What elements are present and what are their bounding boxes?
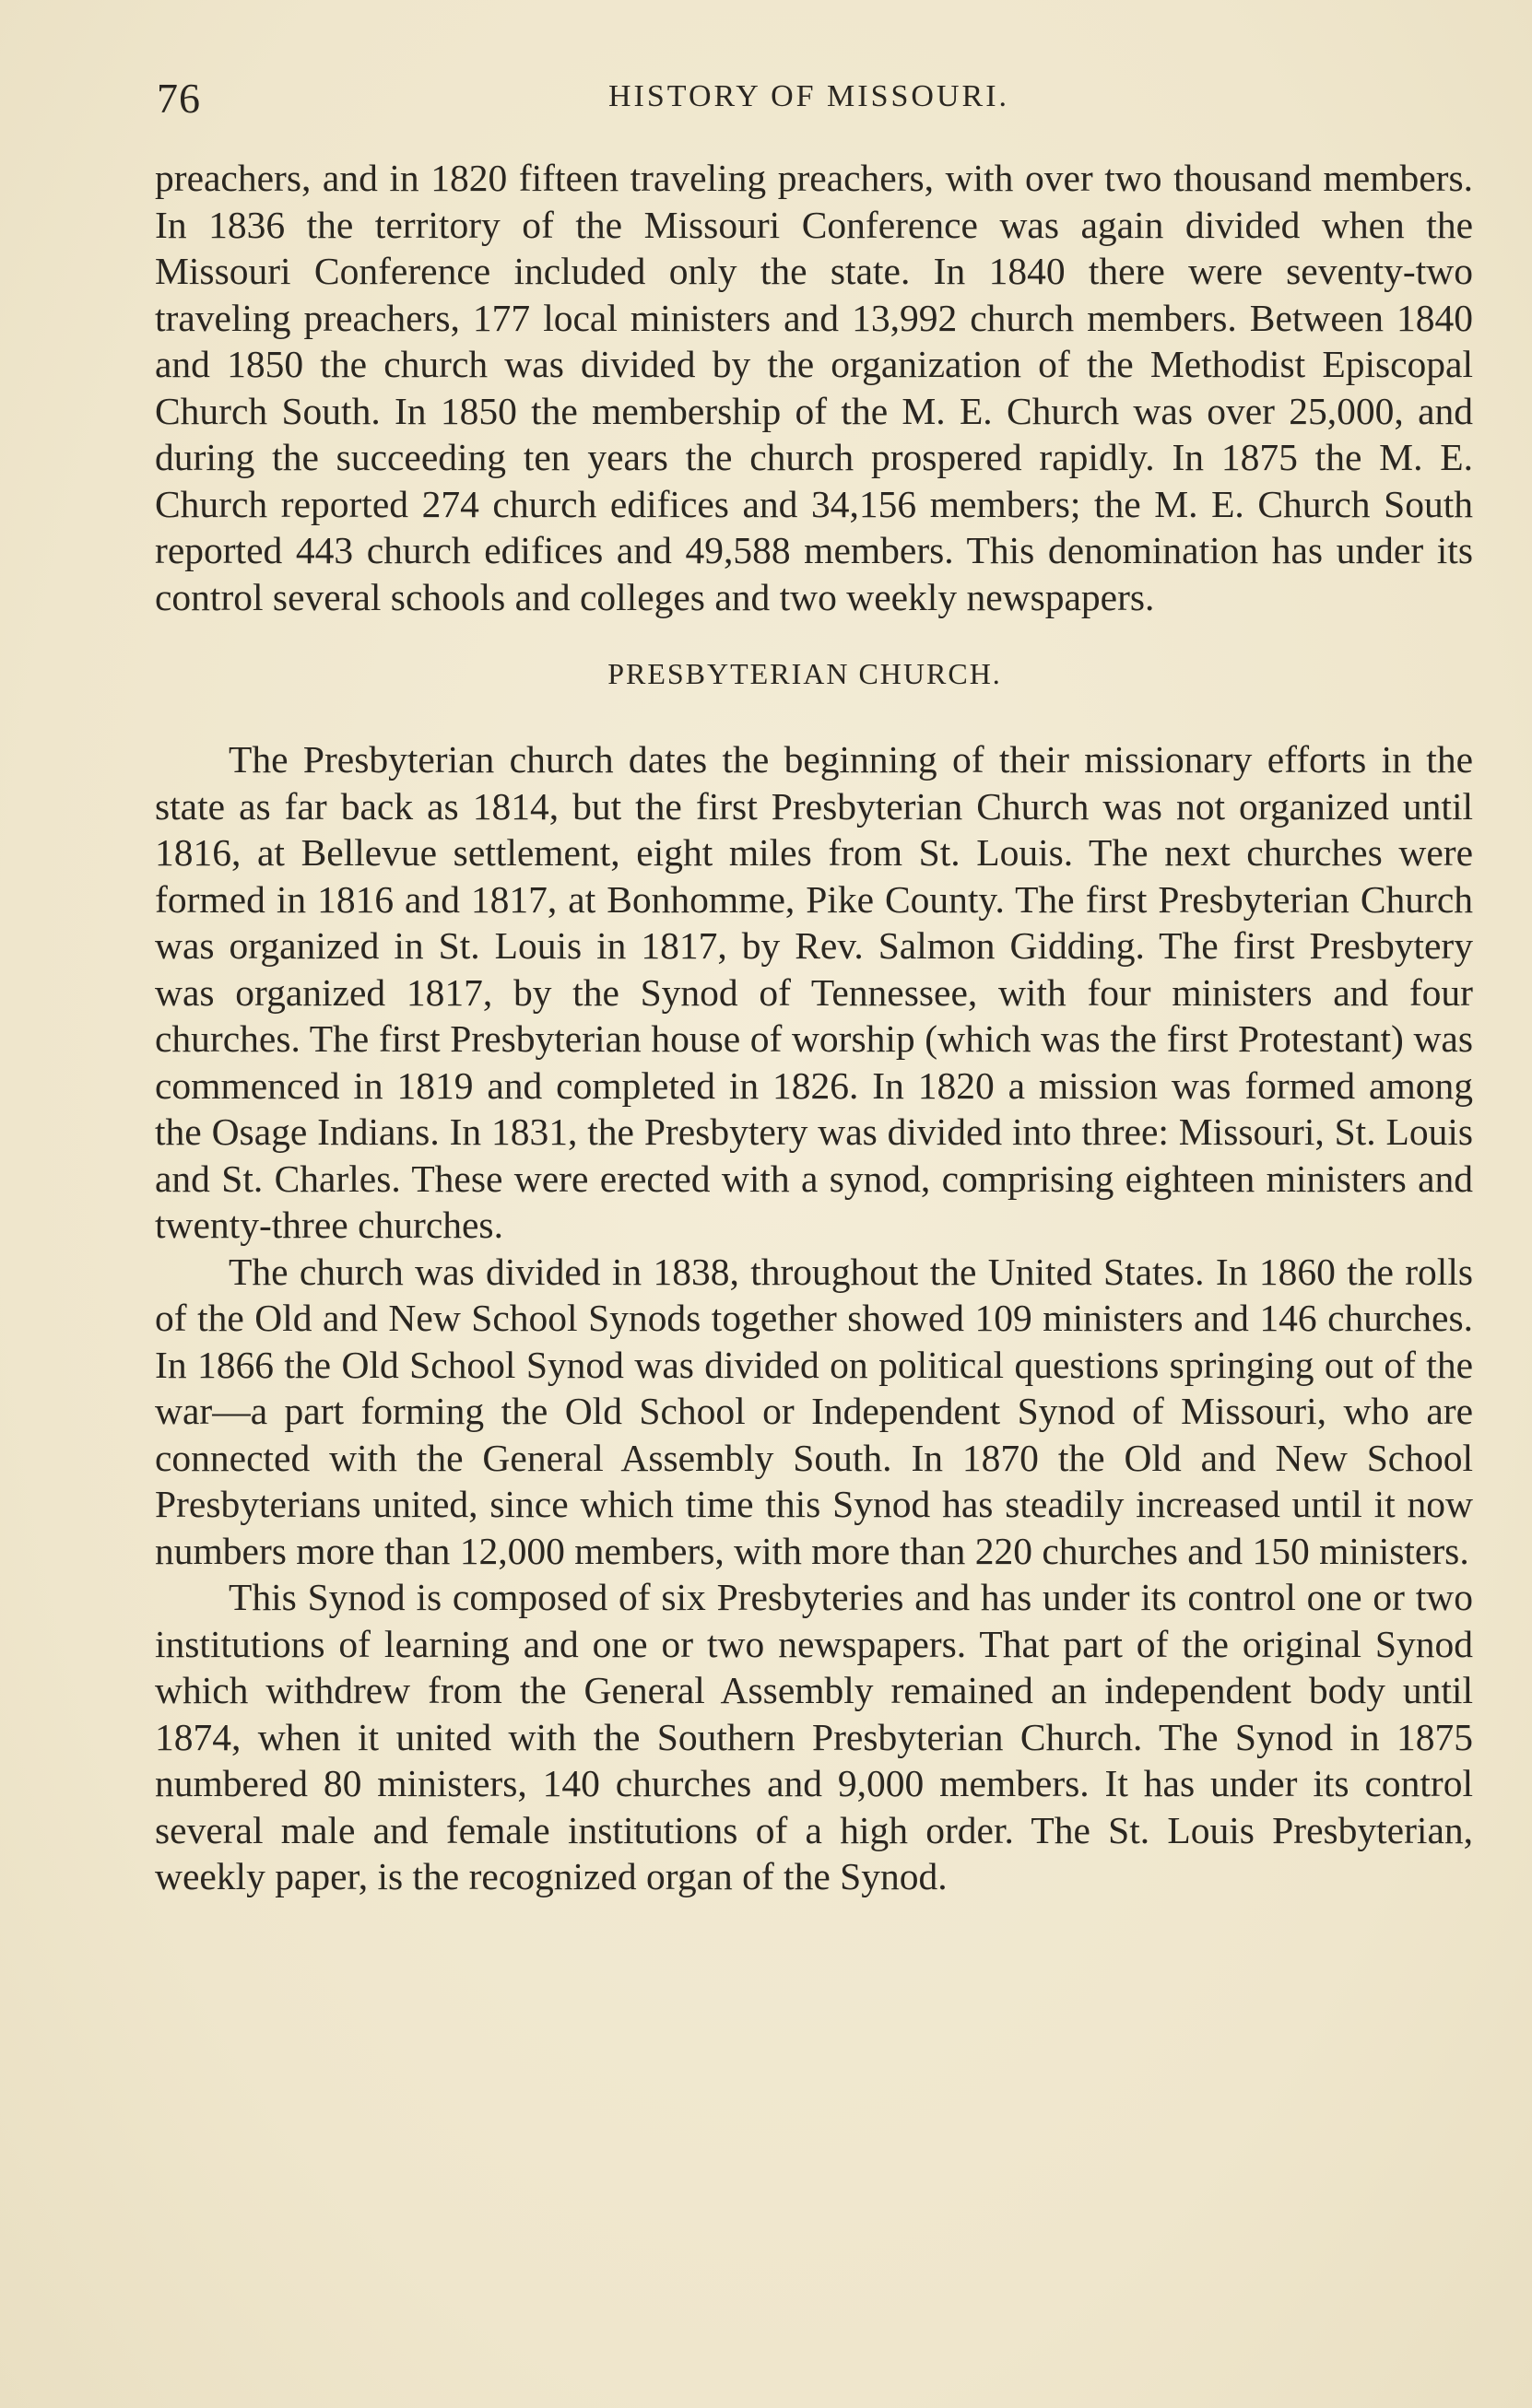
paragraph-presbyterian-origins: The Presbyterian church dates the beginning of their missionary efforts in the state as far back as 1814, but the first Presbyterian Church was not organized until 1816, at Bellevue settlement, eight miles from St. Louis. The next churches were formed in 1816 and 1817, at Bonhomme, Pike County. The first Presbyterian Church was organized in St. Louis in 1817, by Rev. Salmon Gidding. The first Presbytery was organized 1817, by the Synod of Tennessee, with four ministers and four churches. The first Presbyterian house of worship (which was the first Protestant) was commenced in 1819 and completed in 1826. In 1820 a mission was formed among the Osage Indians. In 1831, the Presbytery was divided into three: Missouri, St. Louis and St. Charles. These were erected with a synod, comprising eighteen ministers and twenty-three churches. [155, 738, 1473, 1246]
section-heading-presbyterian: PRESBYTERIAN CHURCH. [607, 657, 1002, 690]
page-number: 76 [157, 75, 201, 122]
paragraph-methodist-continuation: preachers, and in 1820 fifteen traveling preachers, with over two thousand members. In 1836 the territory of the Missouri Conference was again divided when the Missouri Conference included only the state. In 1840 there were seventy-two traveling preachers, 177 local ministers and 13,992 church members. Between 1840 and 1850 the church was divided by the organization of the Methodist Episcopal Church South. In 1850 the membership of the M. E. Church was over 25,000, and during the succeeding ten years the church prospered rapidly. In 1875 the M. E. Church reported 274 church edifices and 34,156 members; the M. E. Church South reported 443 church edifices and 49,588 members. This denomination has under its control several schools and colleges and two weekly newspapers. [155, 157, 1473, 618]
running-title: HISTORY OF MISSOURI. [608, 79, 1010, 113]
page-header [157, 74, 1466, 129]
text-column [155, 155, 1473, 1900]
paragraph-presbyterian-division: The church was divided in 1838, throughout the United States. In 1860 the rolls of the Old and New School Synods together showed 109 ministers and 146 churches. In 1866 the Old School Synod was divided on political questions springing out of the war—a part forming the Old School or Independent Synod of Missouri, who are connected with the General Assembly South. In 1870 the Old and New School Presbyterians united, since which time this Synod has steadily increased until it now numbers more than 12,000 members, with more than 220 churches and 150 ministers. [155, 1250, 1473, 1572]
paragraph-presbyterian-synod: This Synod is composed of six Presbyteries and has under its control one or two institutions of learning and one or two newspapers. That part of the original Synod which withdrew from the General Assembly remained an independent body until 1874, when it united with the Southern Presbyterian Church. The Synod in 1875 numbered 80 ministers, 140 churches and 9,000 members. It has under its control several male and female institutions of a high order. The St. Louis Presbyterian, weekly paper, is the recognized organ of the Synod. [155, 1576, 1473, 1897]
